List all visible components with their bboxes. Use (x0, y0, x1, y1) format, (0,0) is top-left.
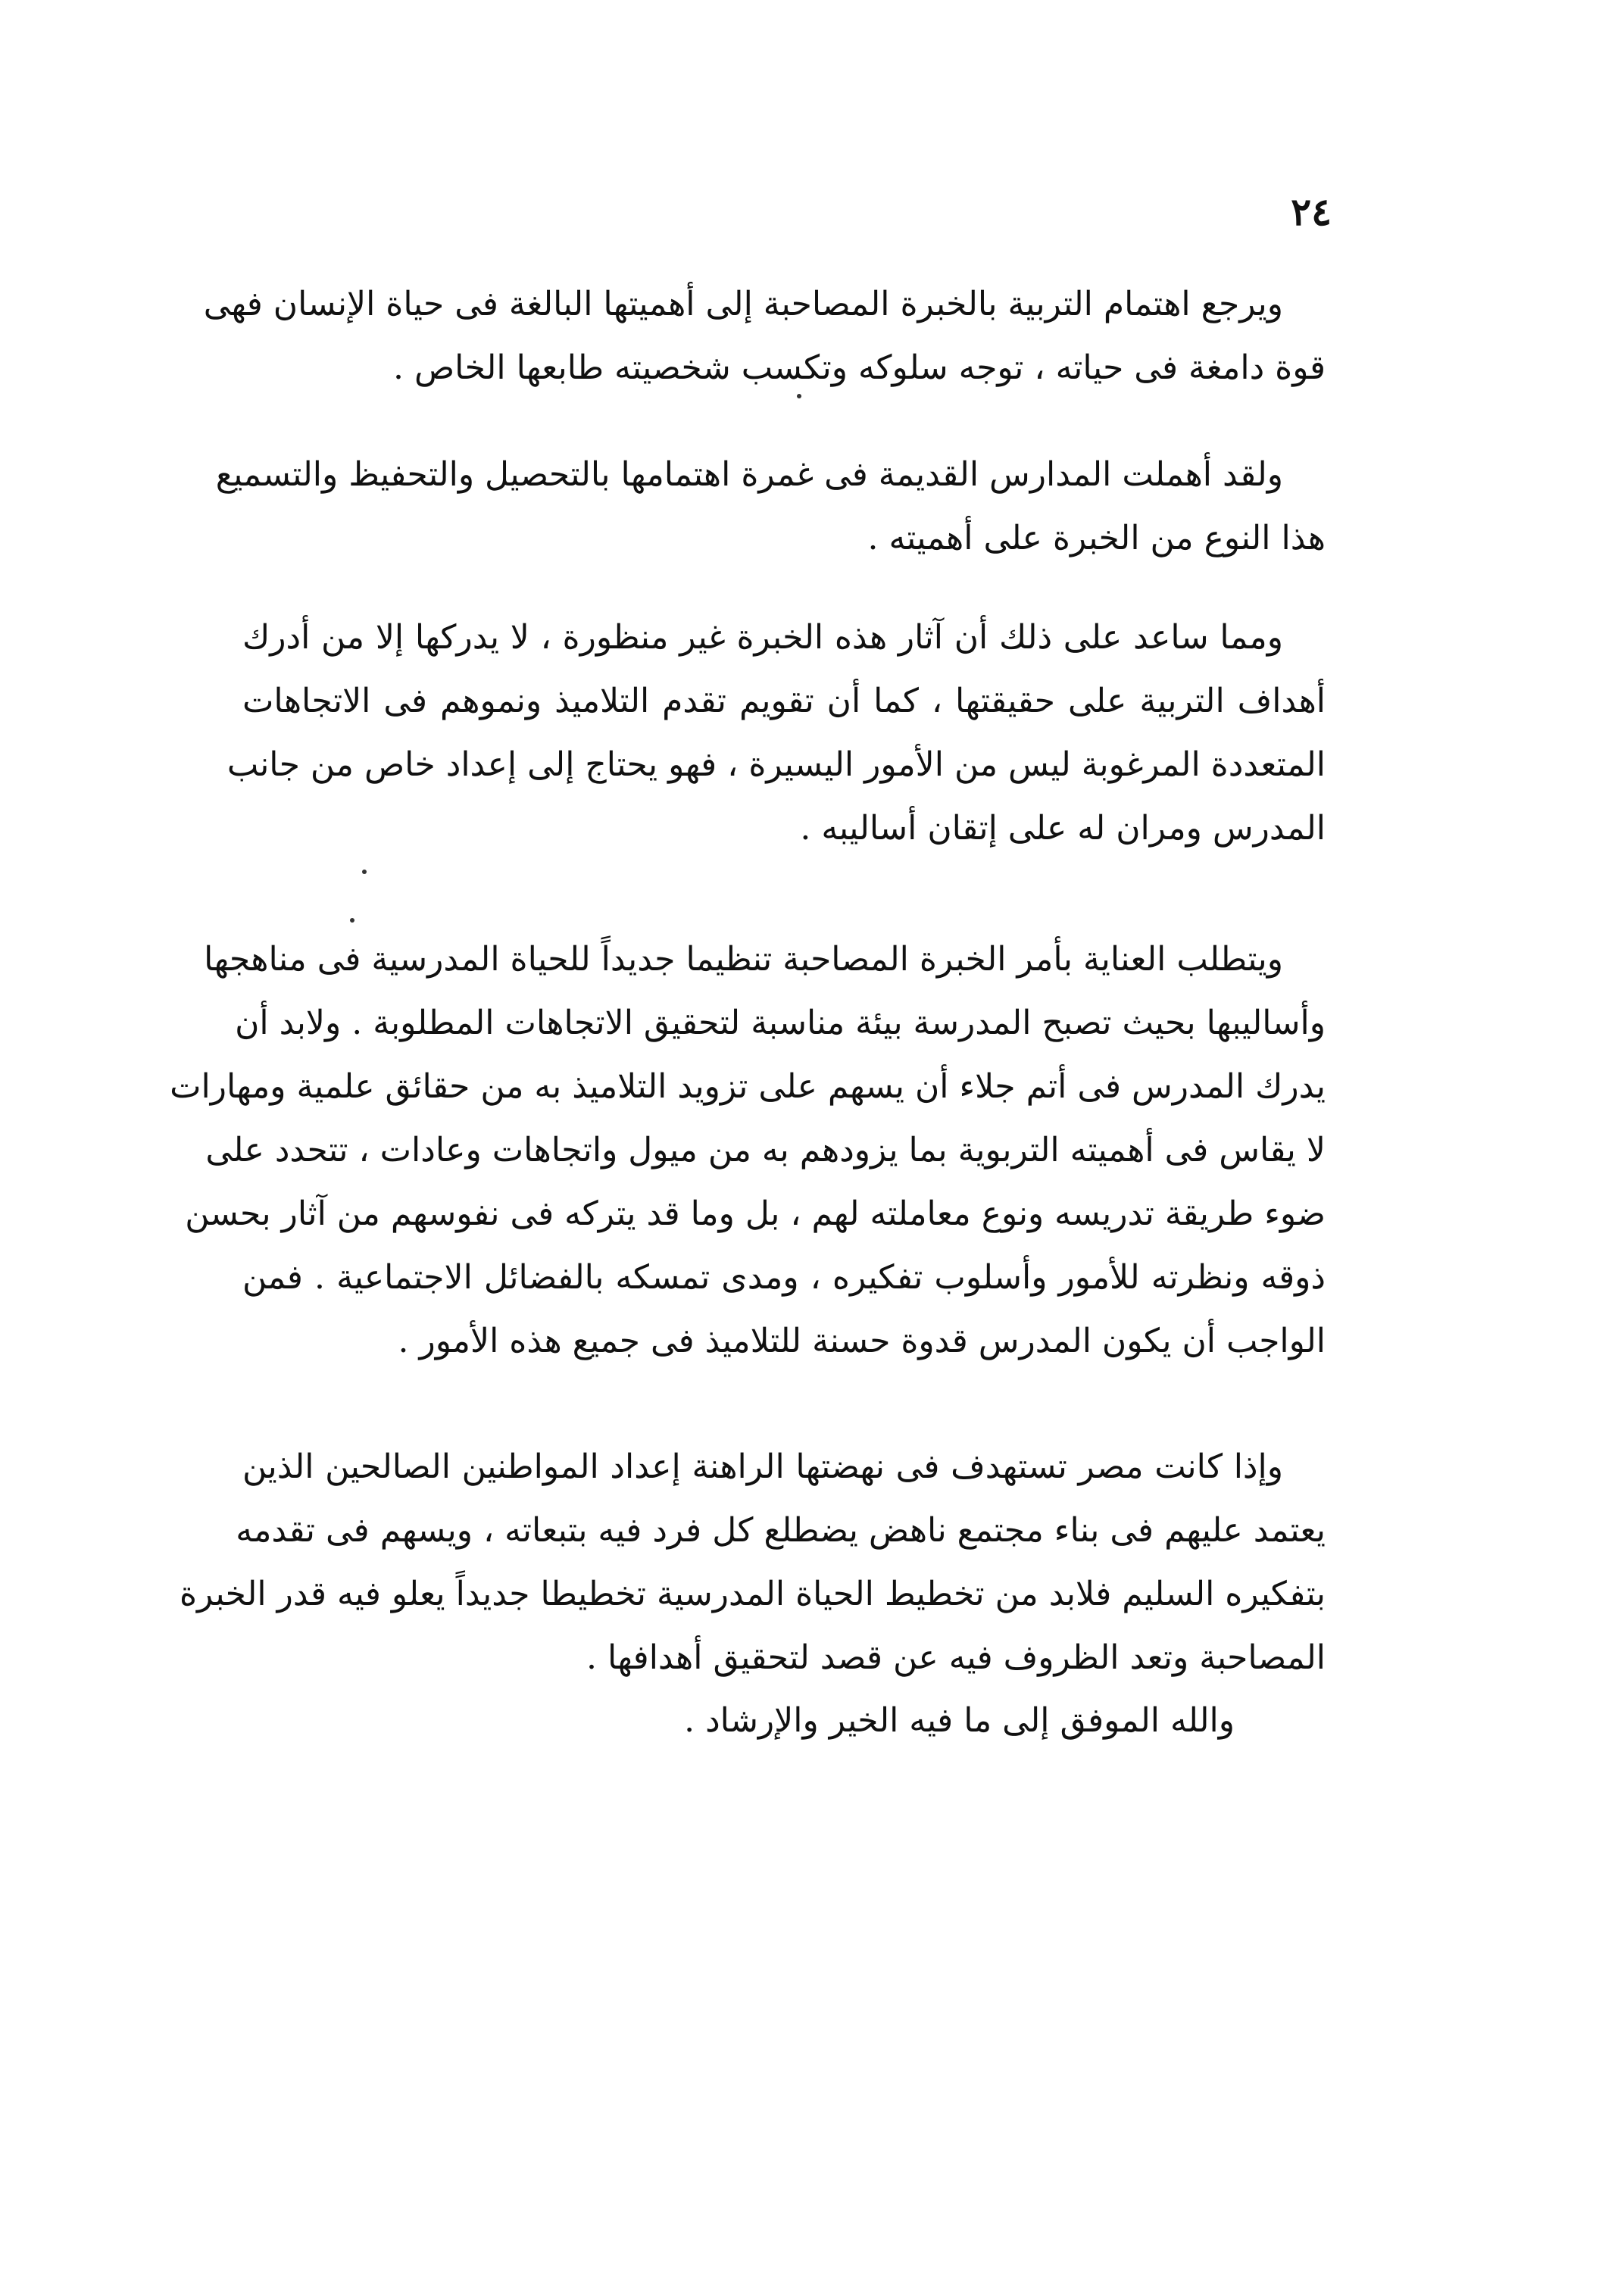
paragraph-3 (226, 606, 1326, 860)
paragraph-line: هذا النوع من الخبرة على أهميته . (867, 519, 1326, 557)
paragraph-line: ويرجع اهتمام التربية بالخبرة المصاحبة إلى أهميتها البالغة فى حياة الإنسان فهى (203, 285, 1283, 323)
paragraph-line: ومما ساعد على ذلك أن آثار هذه الخبرة غير منظورة ، لا يدركها إلا من أدرك (242, 618, 1283, 657)
paragraph-line: بتفكيره السليم فلابد من تخطيط الحياة المدرسية تخطيطا جديداً يعلو فيه قدر الخبرة (180, 1575, 1326, 1613)
page-number: ٢٤ (1291, 189, 1332, 234)
paragraph-1 (203, 273, 1326, 400)
closing-line: والله الموفق إلى ما فيه الخير والإرشاد . (684, 1701, 1235, 1740)
paragraph-5 (180, 1435, 1326, 1690)
paragraph-line: ضوء طريقة تدريسه ونوع معاملته لهم ، بل وما قد يتركه فى نفوسهم من آثار بحسن (185, 1194, 1326, 1233)
paragraph-line: الواجب أن يكون المدرس قدوة حسنة للتلاميذ فى جميع هذه الأمور . (398, 1322, 1326, 1360)
closing-remark (242, 1689, 1326, 1753)
paragraph-line: المتعددة المرغوبة ليس من الأمور اليسيرة ، فهو يحتاج إلى إعداد خاص من جانب (226, 745, 1326, 784)
paragraph-line: يدرك المدرس فى أتم جلاء أن يسهم على تزويد التلاميذ به من حقائق علمية ومهارات (170, 1067, 1326, 1106)
paragraph-line: يعتمد عليهم فى بناء مجتمع ناهض يضطلع كل فرد فيه بتبعاته ، ويسهم فى تقدمه (236, 1511, 1326, 1550)
paragraph-line: المدرس ومران له على إتقان أساليبه . (800, 809, 1326, 848)
paragraph-line: لا يقاس فى أهميته التربوية بما يزودهم به من ميول واتجاهات وعادات ، تتحدد على (205, 1131, 1326, 1169)
paragraph-line: ذوقه ونظرته للأمور وأسلوب تفكيره ، ومدى تمسكه بالفضائل الاجتماعية . فمن (242, 1258, 1326, 1297)
paragraph-line: ولقد أهملت المدارس القديمة فى غمرة اهتمامها بالتحصيل والتحفيظ والتسميع (215, 455, 1283, 494)
paragraph-line: ويتطلب العناية بأمر الخبرة المصاحبة تنظيما جديداً للحياة المدرسية فى مناهجها (204, 940, 1283, 979)
scan-speck (350, 918, 354, 923)
scan-speck (797, 394, 801, 398)
paragraph-2 (215, 443, 1326, 570)
paragraph-line: المصاحبة وتعد الظروف فيه عن قصد لتحقيق أهدافها . (586, 1638, 1326, 1677)
paragraph-line: قوة دامغة فى حياته ، توجه سلوكه وتكسب شخصيته طابعها الخاص . (393, 348, 1326, 387)
paragraph-4 (170, 928, 1326, 1373)
paragraph-line: أهداف التربية على حقيقتها ، كما أن تقويم تقدم التلاميذ ونموهم فى الاتجاهات (242, 682, 1326, 720)
paragraph-line: وإذا كانت مصر تستهدف فى نهضتها الراهنة إعداد المواطنين الصالحين الذين (242, 1447, 1283, 1486)
paragraph-line: وأساليبها بحيث تصبح المدرسة بيئة مناسبة لتحقيق الاتجاهات المطلوبة . ولابد أن (235, 1004, 1326, 1042)
scan-speck (362, 870, 367, 874)
